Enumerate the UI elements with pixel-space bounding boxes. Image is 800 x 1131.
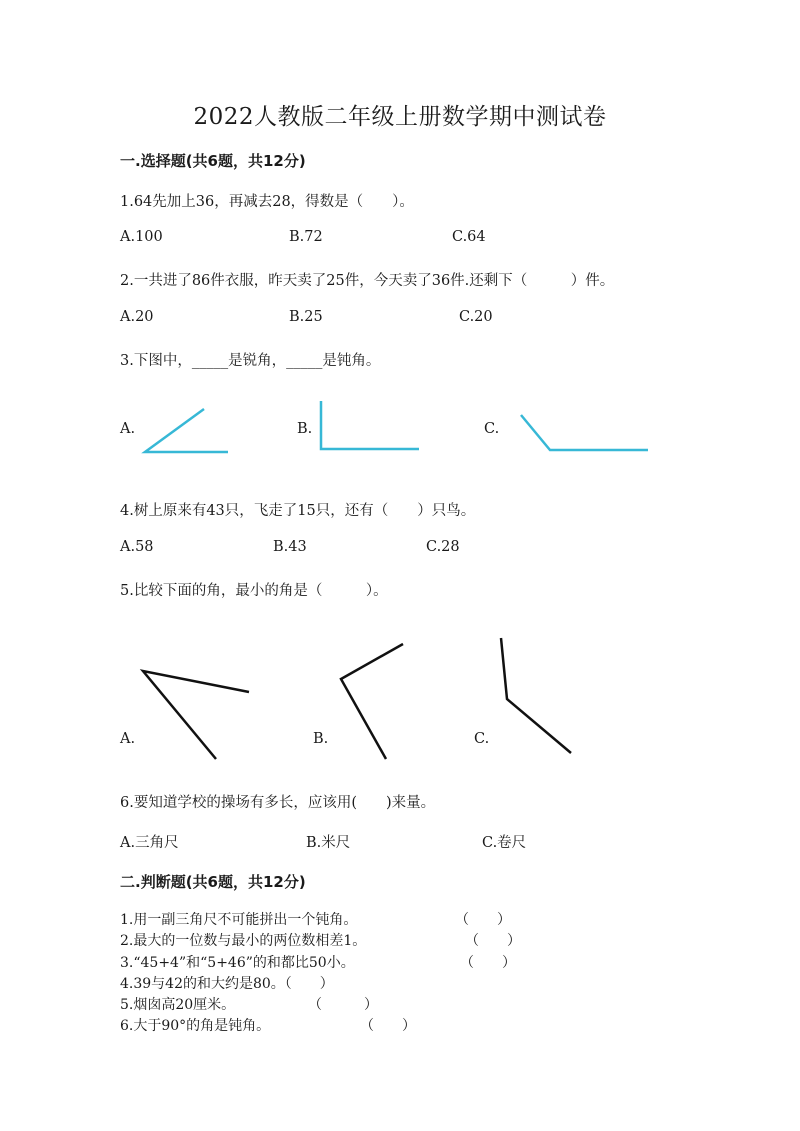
section-heading-judgment: 二.判断题(共6题，共12分) — [120, 873, 306, 891]
judgment-item-1: 1.用一副三角尺不可能拼出一个钝角。 — [120, 912, 358, 928]
judgment-paren-5[interactable]: （ ） — [308, 997, 378, 1013]
question-5: 5.比较下面的角，最小的角是（ ）。 — [120, 583, 388, 599]
acute-angle-a — [145, 409, 228, 452]
judgment-paren-2[interactable]: （ ） — [465, 933, 521, 949]
q5-angle-b-figure — [335, 640, 410, 765]
q4-option-c[interactable]: C.28 — [426, 539, 460, 555]
question-4: 4.树上原来有43只，飞走了15只，还有（ ）只鸟。 — [120, 503, 476, 519]
q3-option-b[interactable]: B. — [297, 421, 313, 437]
q2-option-b[interactable]: B.25 — [289, 309, 323, 325]
question-3: 3.下图中，_____是锐角，_____是钝角。 — [120, 353, 381, 369]
q3-option-a[interactable]: A. — [120, 421, 136, 437]
q6-option-c[interactable]: C.卷尺 — [482, 835, 527, 851]
q2-option-a[interactable]: A.20 — [120, 309, 154, 325]
q1-option-b[interactable]: B.72 — [289, 229, 323, 245]
page-title: 2022人教版二年级上册数学期中测试卷 — [193, 104, 607, 130]
judgment-paren-1[interactable]: （ ） — [455, 912, 511, 928]
q3-angle-c-figure — [515, 410, 655, 455]
judgment-item-6: 6.大于90°的角是钝角。 — [120, 1018, 271, 1034]
judgment-item-5: 5.烟囱高20厘米。 — [120, 997, 236, 1013]
q5-angle-c-figure — [495, 634, 580, 758]
q4-option-a[interactable]: A.58 — [120, 539, 154, 555]
q3-angle-a-figure — [140, 405, 235, 457]
question-6: 6.要知道学校的操场有多长，应该用( )来量。 — [120, 795, 436, 811]
q5-option-c[interactable]: C. — [474, 731, 490, 747]
judgment-item-3: 3.“45+4”和“5+46”的和都比50小。 — [120, 955, 355, 971]
section-heading-choice: 一.选择题(共6题，共12分) — [120, 152, 306, 170]
angle-c-lines — [501, 638, 571, 753]
question-2: 2.一共进了86件衣服，昨天卖了25件，今天卖了36件.还剩下（ ）件。 — [120, 273, 615, 289]
q4-option-b[interactable]: B.43 — [273, 539, 307, 555]
right-angle-b — [321, 401, 419, 449]
judgment-item-2: 2.最大的一位数与最小的两位数相差1。 — [120, 933, 367, 949]
obtuse-angle-c — [521, 415, 648, 450]
judgment-item-4[interactable]: 4.39与42的和大约是80。（ ） — [120, 976, 334, 992]
question-1: 1.64先加上36，再减去28，得数是（ ）。 — [120, 194, 414, 210]
angle-a-lines — [143, 671, 249, 759]
q1-option-c[interactable]: C.64 — [452, 229, 486, 245]
q2-option-c[interactable]: C.20 — [459, 309, 493, 325]
q6-option-b[interactable]: B.米尺 — [306, 835, 351, 851]
q5-option-a[interactable]: A. — [120, 731, 136, 747]
judgment-paren-6[interactable]: （ ） — [360, 1018, 416, 1034]
angle-b-lines — [341, 644, 403, 759]
q3-option-c[interactable]: C. — [484, 421, 500, 437]
judgment-paren-3[interactable]: （ ） — [460, 955, 516, 971]
q3-angle-b-figure — [315, 398, 425, 454]
q1-option-a[interactable]: A.100 — [120, 229, 163, 245]
q6-option-a[interactable]: A.三角尺 — [120, 835, 179, 851]
q5-option-b[interactable]: B. — [313, 731, 329, 747]
q5-angle-a-figure — [138, 666, 256, 764]
